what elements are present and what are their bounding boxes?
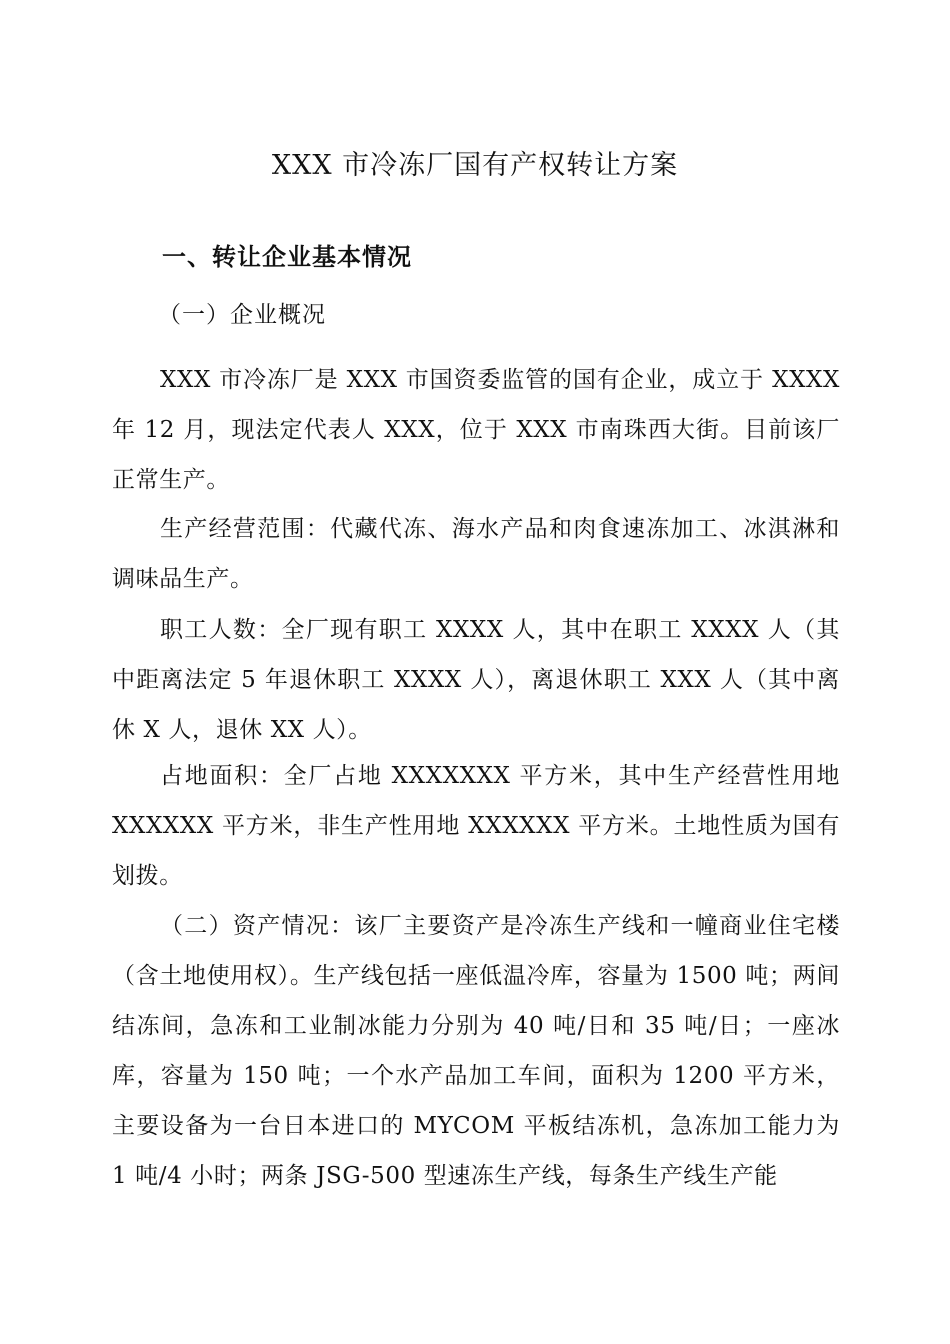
paragraph-staff: 职工人数：全厂现有职工 XXXX 人，其中在职工 XXXX 人（其中距离法定 5 年退休职工 XXXX 人），离退休职工 XXX 人（其中离休 X 人，退休 XX 人）。 <box>112 617 840 743</box>
paragraph-overview: XXX 市冷冻厂是 XXX 市国资委监管的国有企业，成立于 XXXX 年 12 月，现法定代表人 XXX，位于 XXX 市南珠西大街。目前该厂正常生产。 <box>112 367 840 493</box>
section-heading-basic-info: 一、转让企业基本情况 <box>162 243 412 271</box>
subsection-heading-overview: （一）企业概况 <box>158 302 326 328</box>
paragraph-assets: （二）资产情况：该厂主要资产是冷冻生产线和一幢商业住宅楼（含土地使用权）。生产线包括一座低温冷库，容量为 1500 吨；两间结冻间，急冻和工业制冰能力分别为 40 吨/日和 35 吨/日；一座冰库，容量为 150 吨；一个水产品加工车间，面积为 1200 平方米，主要设备为一台日本进口的 MYCOM 平板结冻机，急冻加工能力为 1 吨/4 小时；两条 JSG-500 型速冻生产线，每条生产线生产能 <box>112 913 840 1189</box>
paragraph-land-area: 占地面积：全厂占地 XXXXXXX 平方米，其中生产经营性用地 XXXXXX 平方米，非生产性用地 XXXXXX 平方米。土地性质为国有划拨。 <box>112 763 840 889</box>
paragraph-business-scope: 生产经营范围：代藏代冻、海水产品和肉食速冻加工、冰淇淋和调味品生产。 <box>112 516 840 592</box>
document-title: XXX 市冷冻厂国有产权转让方案 <box>271 150 679 181</box>
